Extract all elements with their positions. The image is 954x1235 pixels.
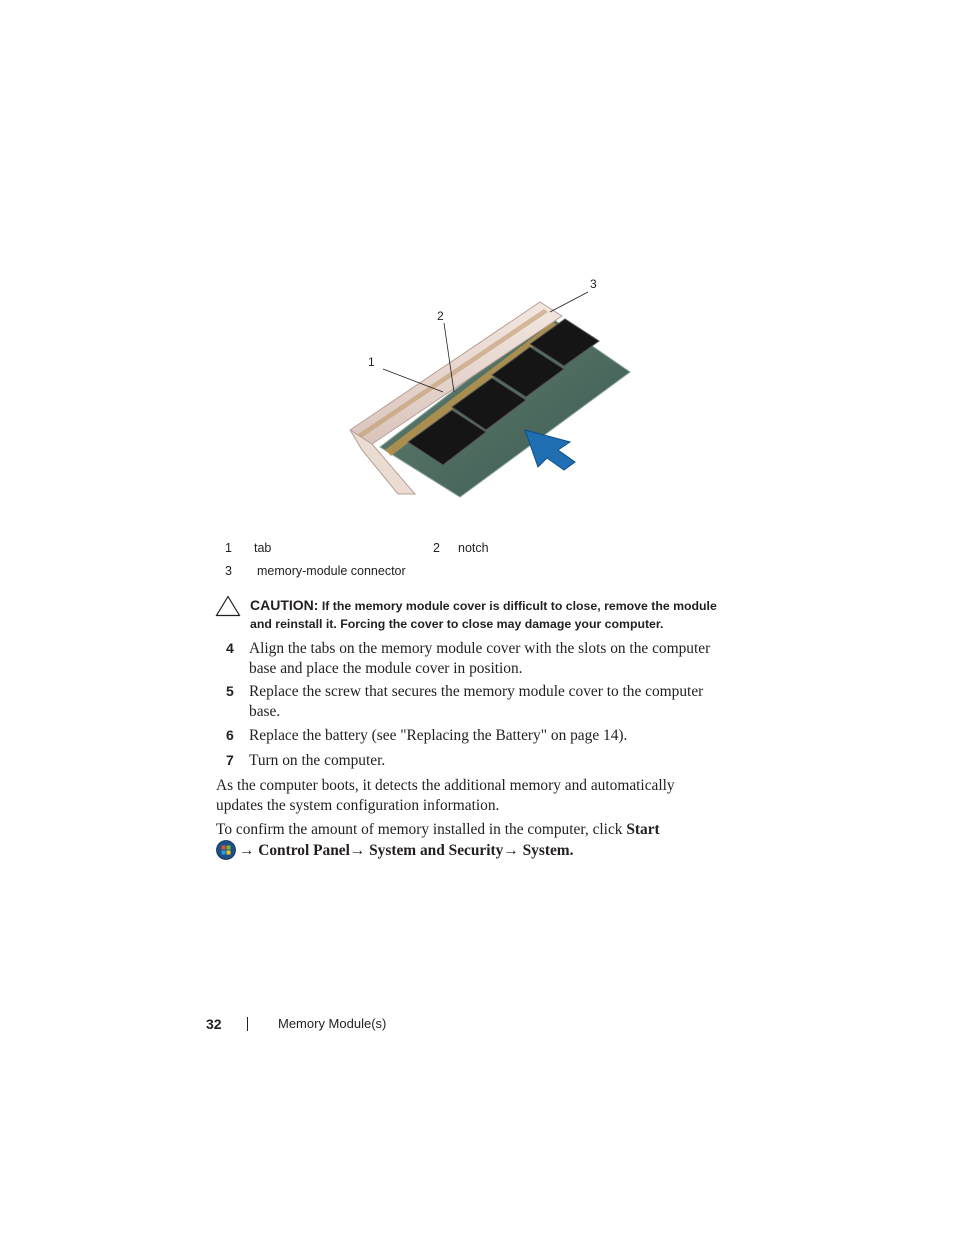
step-number-6: 6	[226, 727, 234, 743]
step-number-5: 5	[226, 683, 234, 699]
confirm-intro: To confirm the amount of memory installed in the computer, click	[216, 821, 627, 838]
page-number: 32	[206, 1016, 222, 1032]
legend-label-notch: notch	[458, 541, 489, 555]
callout-2: 2	[437, 309, 444, 323]
legend-label-connector: memory-module connector	[257, 564, 406, 578]
section-title: Memory Module(s)	[278, 1016, 387, 1031]
step-text-4: Align the tabs on the memory module cover with the slots on the computer base and place the module cover in position.	[249, 640, 711, 677]
footer-divider	[247, 1017, 248, 1031]
windows-start-icon	[216, 840, 236, 860]
confirm-paragraph	[216, 820, 716, 860]
legend-num-3: 3	[225, 564, 232, 578]
caution-note	[250, 597, 720, 633]
callout-1: 1	[368, 355, 375, 369]
insertion-arrow	[525, 430, 575, 470]
legend-num-1: 1	[225, 541, 232, 555]
caution-body: If the memory module cover is difficult to close, remove the module and reinstall it. Forcing the cover to close may damage your computer.	[250, 599, 717, 631]
legend-label-tab: tab	[254, 541, 272, 555]
caution-label: CAUTION:	[250, 597, 319, 613]
step-number-4: 4	[226, 640, 234, 656]
legend-num-2: 2	[433, 541, 440, 555]
step-number-7: 7	[226, 752, 234, 768]
navigation-path: → Control Panel→ System and Security→ System.	[239, 841, 574, 859]
callout-3: 3	[590, 277, 597, 291]
step-text-5: Replace the screw that secures the memory module cover to the computer base.	[249, 683, 704, 720]
boot-paragraph: As the computer boots, it detects the additional memory and automatically updates the system configuration information.	[216, 777, 675, 814]
step-text-6: Replace the battery (see "Replacing the Battery" on page 14).	[249, 727, 628, 744]
step-text-7: Turn on the computer.	[249, 752, 386, 769]
start-label: Start	[626, 821, 660, 838]
memory-module-figure	[340, 272, 640, 507]
caution-triangle-icon	[215, 595, 241, 617]
